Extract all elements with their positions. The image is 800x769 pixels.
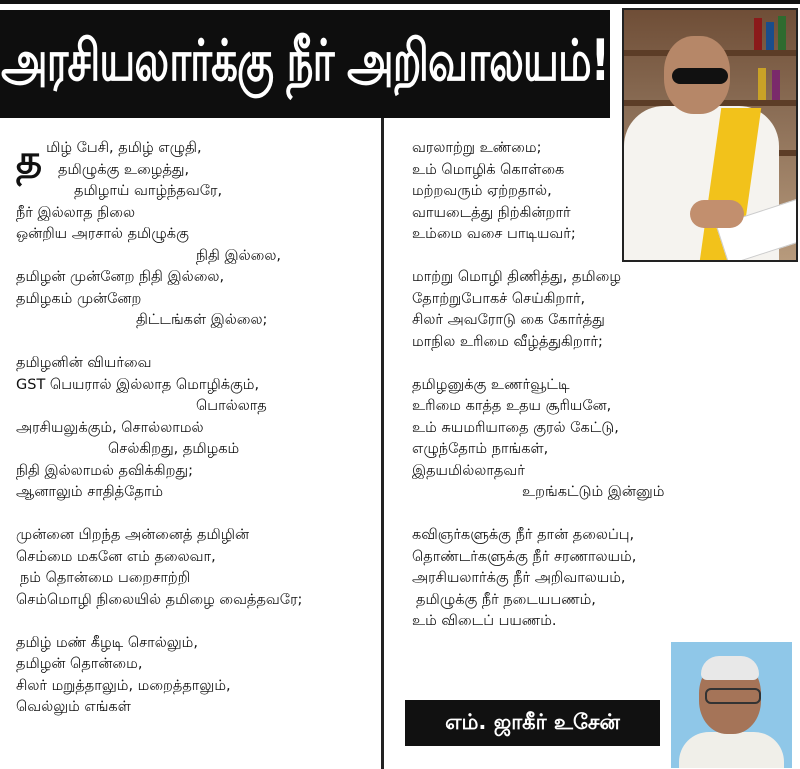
poem-line: திட்டங்கள் இல்லை; — [136, 312, 268, 328]
poem-line: அரசியலுக்கும், சொல்லாமல் — [16, 419, 204, 436]
book — [758, 68, 766, 100]
book — [766, 22, 774, 50]
stanza-gap — [412, 504, 622, 526]
poem-line: கவிஞர்களுக்கு நீர் தான் தலைப்பு, — [412, 527, 635, 543]
stanza-gap — [412, 353, 622, 375]
author-photo — [671, 642, 792, 768]
poem-line: நிதி இல்லை, — [196, 247, 282, 264]
poem-line: எழுந்தோம் நாங்கள், — [412, 441, 549, 457]
poem-line: சிலர் மறுத்தாலும், மறைத்தாலும், — [16, 677, 231, 694]
poem-line: சிலர் அவரோடு கை கோர்த்து — [412, 312, 605, 328]
book — [772, 70, 780, 100]
book — [754, 18, 762, 50]
poem-line: தமிழனின் வியர்வை — [16, 355, 152, 371]
poem-line: வாயடைத்து நிற்கின்றார் — [412, 204, 571, 221]
poem-line: தமிழ் மண் கீழடி சொல்லும், — [16, 634, 198, 651]
poem-line: தோற்றுபோகச் செய்கிறார், — [412, 290, 586, 307]
dark-glasses — [672, 68, 728, 84]
poem-line: இதயமில்லாதவர் — [412, 462, 525, 479]
stanza-gap — [16, 504, 376, 526]
poem-line: தமிழன் முன்னேற நிதி இல்லை, — [16, 269, 225, 285]
white-hair — [701, 656, 759, 680]
poem-line: தொண்டர்களுக்கு நீர் சரணாலயம், — [412, 548, 637, 565]
book — [778, 16, 786, 50]
author-byline: எம். ஜாகீர் உசேன் — [405, 700, 660, 746]
poem-line: ஒன்றிய அரசால் தமிழுக்கு — [16, 226, 189, 242]
poem-line: செம்மை மகனே எம் தலைவா, — [16, 548, 216, 565]
poem-line: உம்மை வசை பாடியவர்; — [412, 226, 576, 242]
stanza-gap — [16, 611, 376, 633]
column-divider — [381, 118, 384, 769]
poem-line: மாற்று மொழி திணித்து, தமிழை — [412, 269, 622, 285]
poem-line: வரலாற்று உண்மை; — [412, 140, 542, 156]
shirt — [679, 732, 784, 768]
poem-line: தமிழகம் முன்னேற — [16, 290, 142, 307]
poem-line: செல்கிறது, தமிழகம் — [108, 441, 240, 457]
drop-cap: த — [16, 137, 43, 183]
poem-line: நீர் இல்லாத நிலை — [16, 204, 136, 221]
poem-line: அரசியலார்க்கு நீர் அறிவாலயம், — [412, 570, 626, 586]
poem-line: தமிழுக்கு உழைத்து, — [58, 161, 190, 178]
poem-line: மாநில உரிமை வீழ்த்துகிறார்; — [412, 333, 603, 350]
poem-line: செம்மொழி நிலையில் தமிழை வைத்தவரே; — [16, 591, 303, 608]
poem-line: முன்னை பிறந்த அன்னைத் தமிழின் — [16, 527, 250, 543]
poem-left-column — [16, 138, 376, 719]
poem-line: நம் தொன்மை பறைசாற்றி — [20, 570, 191, 586]
poem-line: தமிழன் தொன்மை, — [16, 656, 143, 672]
poem-line: உம் மொழிக் கொள்கை — [412, 161, 565, 178]
poem-line: வெல்லும் எங்கள் — [16, 699, 131, 715]
spectacles — [705, 688, 761, 704]
stanza-gap — [412, 246, 622, 268]
poem-line: தமிழுக்கு நீர் நடையபணம், — [416, 591, 596, 608]
poem-right-column — [412, 138, 665, 633]
writing-hand — [690, 200, 744, 228]
poem-line: தமிழாய் வாழ்ந்தவரே, — [74, 183, 223, 199]
poem-line: உம் விடைப் பயணம். — [412, 613, 557, 629]
stanza-gap — [16, 332, 376, 354]
poem-line: பொல்லாத — [196, 398, 267, 414]
leader-photo — [622, 8, 798, 262]
poem-line: தமிழனுக்கு உணர்வூட்டி — [412, 376, 570, 393]
poem-line: நிதி இல்லாமல் தவிக்கிறது; — [16, 462, 193, 479]
poem-line: GST பெயரால் இல்லாத மொழிக்கும், — [16, 376, 260, 393]
poem-line: ஆனாலும் சாதித்தோம் — [16, 484, 164, 500]
page-title: அரசியலார்க்கு நீர் அறிவாலயம்! — [1, 26, 609, 94]
poem-line: உறங்கட்டும் இன்னும் — [522, 484, 665, 500]
poem-line: மிழ் பேசி, தமிழ் எழுதி, — [46, 140, 202, 156]
poem-line: மற்றவரும் ஏற்றதால், — [412, 183, 552, 199]
poem-line: உரிமை காத்த உதய சூரியனே, — [412, 398, 612, 414]
poem-line: உம் சுயமரியாதை குரல் கேட்டு, — [412, 419, 619, 436]
